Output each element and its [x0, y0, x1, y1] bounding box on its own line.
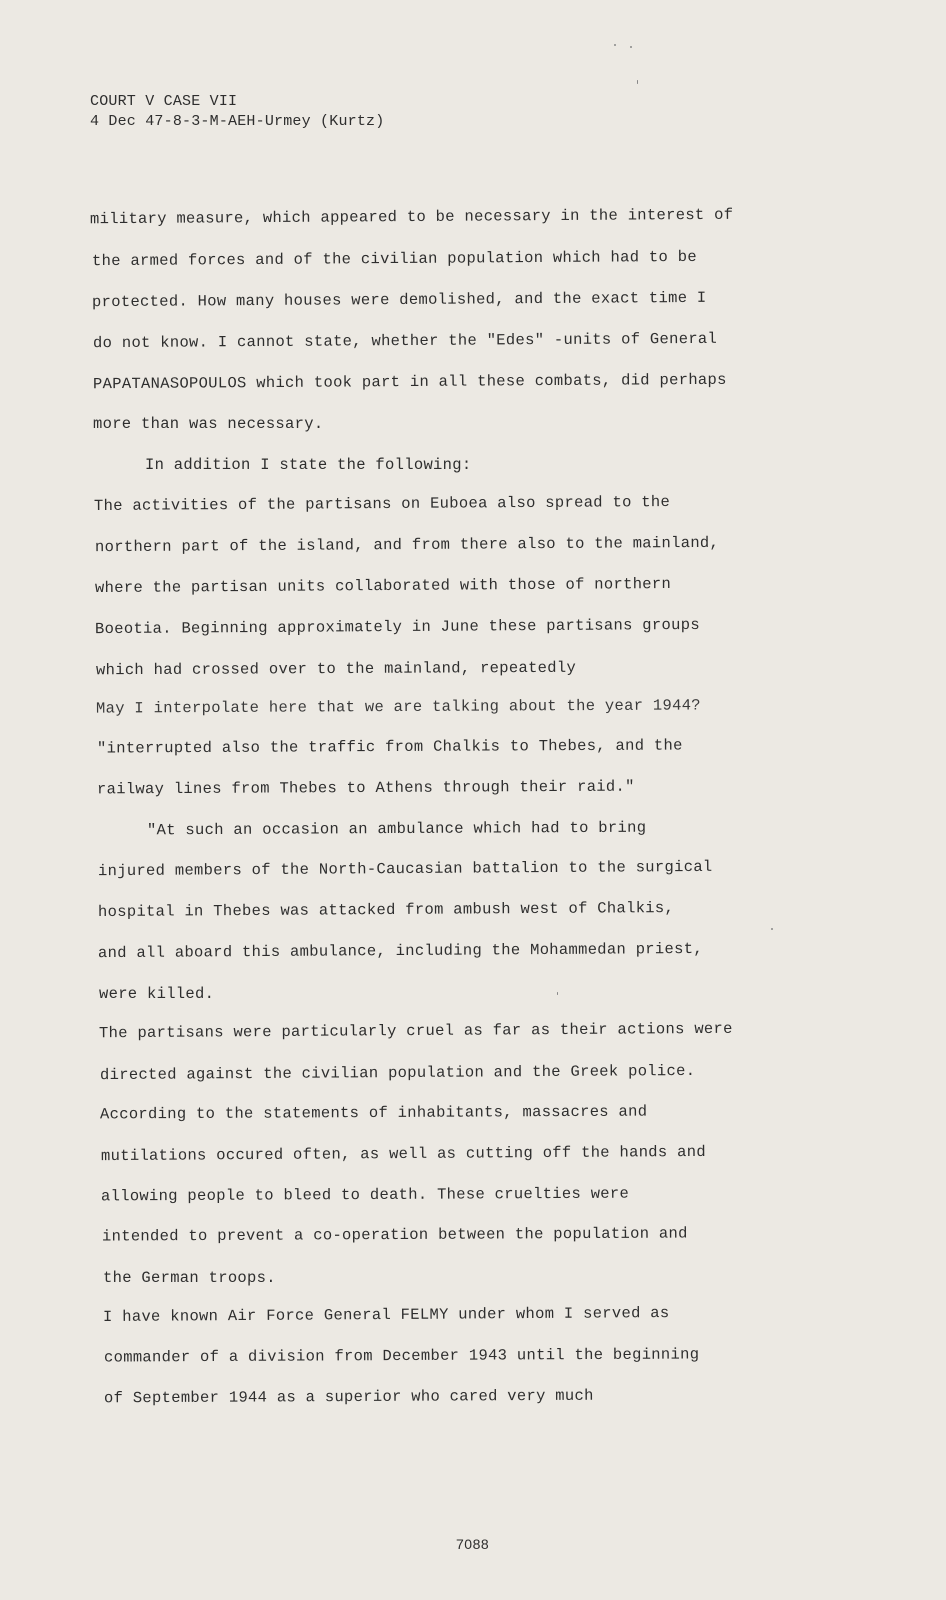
paper-speck [630, 46, 632, 48]
body-line: hospital in Thebes was attacked from ambush west of Chalkis, [97, 898, 675, 922]
body-line: commander of a division from December 1943 until the beginning [103, 1345, 700, 1367]
body-line: The partisans were particularly cruel as far as their actions were [98, 1019, 733, 1043]
page-number: 7088 [456, 1536, 490, 1552]
body-line: injured members of the North-Caucasian battalion to the surgical [97, 857, 713, 881]
body-line: mutilations occured often, as well as cutting off the hands and [100, 1142, 706, 1166]
body-line: railway lines from Thebes to Athens through their raid." [96, 777, 635, 799]
body-line: northern part of the island, and from there also to the mainland, [94, 533, 720, 557]
body-line: The activities of the partisans on Euboea also spread to the [93, 492, 671, 516]
body-line: According to the statements of inhabitants, massacres and [99, 1102, 648, 1124]
paper-speck [557, 992, 558, 995]
body-line: more than was necessary. [93, 415, 324, 433]
body-line: I have known Air Force General FELMY under whom I served as [102, 1304, 670, 1326]
body-line: PAPATANASOPOULOS which took part in all these combats, did perhaps [92, 370, 727, 394]
court-case-line: COURT V CASE VII [90, 93, 238, 110]
body-line: do not know. I cannot state, whether the "Edes" -units of General [92, 329, 718, 353]
paper-speck [614, 44, 616, 46]
body-line: intended to prevent a co-operation between the population and [101, 1224, 688, 1246]
body-line: where the partisan units collaborated with those of northern [94, 574, 672, 598]
body-line: of September 1944 as a superior who cared very much [103, 1386, 594, 1408]
paper-speck [771, 928, 773, 930]
body-line: and all aboard this ambulance, including the Mohammedan priest, [97, 939, 703, 963]
body-line: the German troops. [103, 1269, 276, 1287]
body-line: were killed. [99, 985, 215, 1003]
body-line: Boeotia. Beginning approximately in June these partisans groups [94, 615, 700, 639]
transcript-reference-line: 4 Dec 47-8-3-M-AEH-Urmey (Kurtz) [90, 113, 385, 130]
body-line: In addition I state the following: [145, 456, 472, 474]
body-line: which had crossed over to the mainland, repeatedly [95, 658, 577, 680]
body-line: protected. How many houses were demolished, and the exact time I [91, 288, 707, 312]
body-line: May I interpolate here that we are talking about the year 1944? [95, 696, 701, 718]
body-line: directed against the civilian population and the Greek police. [99, 1061, 696, 1085]
document-header [90, 92, 384, 132]
body-line: "At such an occasion an ambulance which had to bring [146, 818, 647, 840]
body-line: military measure, which appeared to be necessary in the interest of [89, 205, 734, 229]
body-line: "interrupted also the traffic from Chalkis to Thebes, and the [96, 736, 683, 758]
paper-speck [637, 80, 638, 84]
body-line: the armed forces and of the civilian population which had to be [91, 247, 697, 271]
body-line: allowing people to bleed to death. These cruelties were [100, 1184, 630, 1206]
